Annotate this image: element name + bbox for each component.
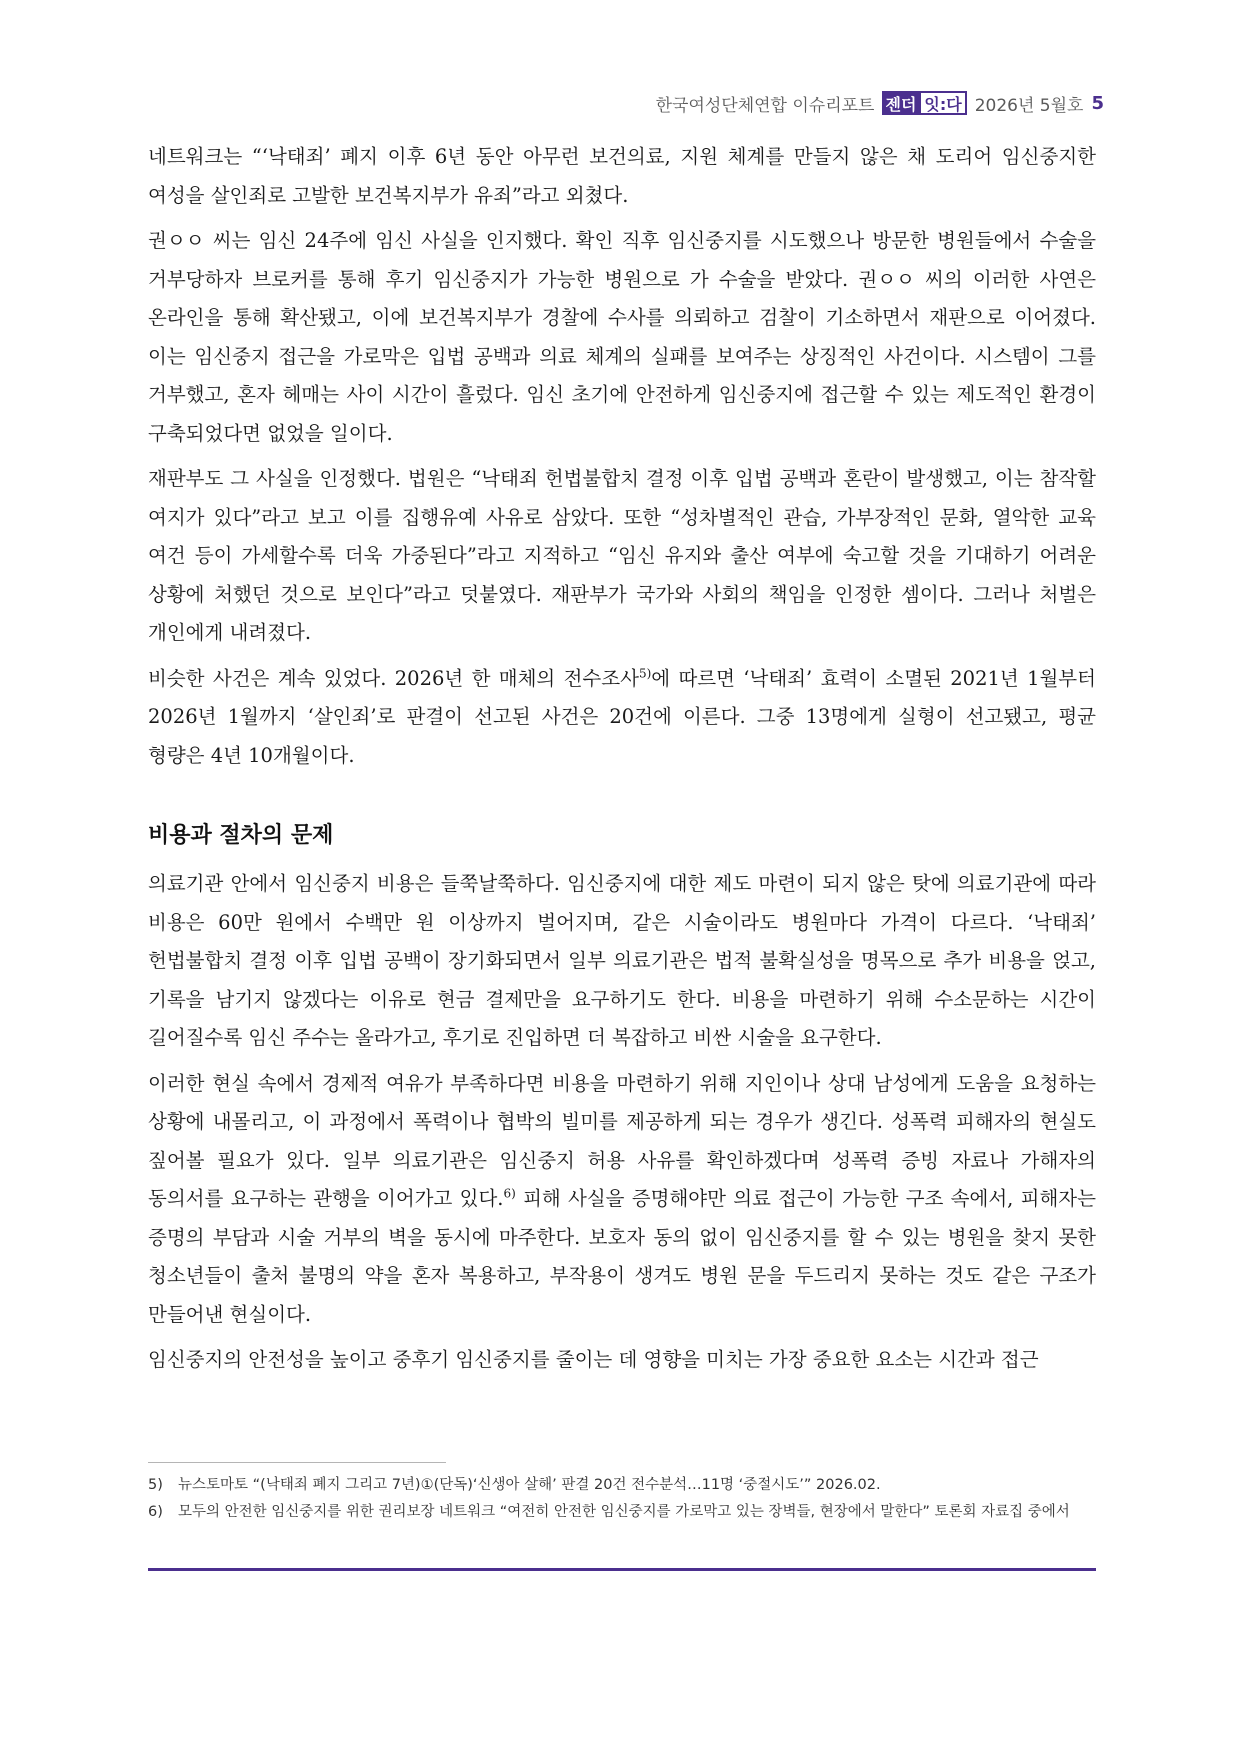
footnote-divider — [148, 1462, 446, 1463]
paragraph-text: 이러한 현실 속에서 경제적 여유가 부족하다면 비용을 마련하기 위해 지인이나 상대 남성에게 도움을 요청하는 상황에 내몰리고, 이 과정에서 폭력이나 협박의 빌미를 제공하게 되는 경우가 생긴다. 성폭력 피해자의 현실도 짚어볼 필요가 있다. 일부 의료기관은 임신중지 허용 사유를 확인하겠다며 성폭력 증빙 자료나 가해자의 동의서를 요구하는 관행을 이어가고 있다. — [148, 1071, 1096, 1210]
brand-logo — [882, 91, 966, 115]
paragraph — [148, 660, 1096, 776]
page-bottom-rule — [148, 1568, 1096, 1571]
paragraph: 재판부도 그 사실을 인정했다. 법원은 “낙태죄 헌법불합치 결정 이후 입법 공백과 혼란이 발생했고, 이는 참작할 여지가 있다”라고 보고 이를 집행유예 사유로 삼았다. 또한 “성차별적인 관습, 가부장적인 문화, 열악한 교육 여건 등이 가세할수록 더욱 가중된다”라고 지적하고 “임신 유지와 출산 여부에 숙고할 것을 기대하기 어려운 상황에 처했던 것으로 보인다”라고 덧붙였다. 재판부가 국가와 사회의 책임을 인정한 셈이다. 그러나 처벌은 개인에게 내려졌다. — [148, 467, 1096, 644]
paragraph-text: 에 따르면 ‘낙태죄’ 효력이 소멸된 2021년 1월부터 2026년 1월까지 ‘살인죄’로 판결이 선고된 사건은 20건에 이른다. 그중 13명에게 실형이 선고됐고, 평균 형량은 4년 10개월이다. — [148, 666, 1096, 767]
section-heading: 비용과 절차의 문제 — [148, 823, 334, 848]
footnotes — [148, 1474, 1096, 1528]
publication-name: 한국여성단체연합 이슈리포트 — [655, 95, 875, 116]
footnote-text: 뉴스토마토 “(낙태죄 폐지 그리고 7년)①(단독)‘신생아 살해’ 판결 20건 전수분석…11명 ‘중절시도’” 2026.02. — [178, 1477, 881, 1493]
paragraph: 의료기관 안에서 임신중지 비용은 들쭉날쭉하다. 임신중지에 대한 제도 마련이 되지 않은 탓에 의료기관에 따라 비용은 60만 원에서 수백만 원 이상까지 벌어지며, 같은 시술이라도 병원마다 가격이 다르다. ‘낙태죄’ 헌법불합치 결정 이후 입법 공백이 장기화되면서 일부 의료기관은 법적 불확실성을 명목으로 추가 비용을 얹고, 기록을 남기지 않겠다는 이유로 현금 결제만을 요구하기도 한다. 비용을 마련하기 위해 수소문하는 시간이 길어질수록 임신 주수는 올라가고, 후기로 진입하면 더 복잡하고 비싼 시술을 요구한다. — [148, 872, 1096, 1049]
page-header — [656, 88, 1104, 118]
brand-logo-part2: 잇:다 — [919, 91, 966, 115]
brand-logo-part1: 젠더 — [882, 91, 919, 115]
footnote-text: 모두의 안전한 임신중지를 위한 권리보장 네트워크 “여전히 안전한 임신중지를 가로막고 있는 장벽들, 현장에서 말한다” 토론회 자료집 중에서 — [178, 1504, 1070, 1520]
paragraph-text: 피해 사실을 증명해야만 의료 접근이 가능한 구조 속에서, 피해자는 증명의 부담과 시술 거부의 벽을 동시에 마주한다. 보호자 동의 없이 임신중지를 할 수 있는 병원을 찾지 못한 청소년들이 출처 불명의 약을 혼자 복용하고, 부작용이 생겨도 병원 문을 두드리지 못하는 것도 같은 구조가 만들어낸 현실이다. — [148, 1187, 1096, 1326]
paragraph: 네트워크는 “‘낙태죄’ 폐지 이후 6년 동안 아무런 보건의료, 지원 체계를 만들지 않은 채 도리어 임신중지한 여성을 살인죄로 고발한 보건복지부가 유죄”라고 외쳤다. — [148, 145, 1096, 207]
footnote-ref-5[interactable]: 5) — [638, 666, 652, 680]
issue-date: 2026년 5월호 — [974, 95, 1084, 116]
footnote-number: 6) — [148, 1504, 163, 1520]
paragraph-text: 비슷한 사건은 계속 있었다. 2026년 한 매체의 전수조사 — [148, 666, 639, 690]
paragraph: 권ㅇㅇ 씨는 임신 24주에 임신 사실을 인지했다. 확인 직후 임신중지를 시도했으나 방문한 병원들에서 수술을 거부당하자 브로커를 통해 후기 임신중지가 가능한 병원으로 가 수술을 받았다. 권ㅇㅇ 씨의 이러한 사연은 온라인을 통해 확산됐고, 이에 보건복지부가 경찰에 수사를 의뢰하고 검찰이 기소하면서 재판으로 이어졌다. 이는 임신중지 접근을 가로막은 입법 공백과 의료 체계의 실패를 보여주는 상징적인 사건이다. 시스템이 그를 거부했고, 혼자 헤매는 사이 시간이 흘렀다. 임신 초기에 안전하게 임신중지에 접근할 수 있는 제도적인 환경이 구축되었다면 없었을 일이다. — [148, 229, 1096, 445]
footnote-number: 5) — [148, 1477, 163, 1493]
paragraph: 임신중지의 안전성을 높이고 중후기 임신중지를 줄이는 데 영향을 미치는 가장 중요한 요소는 시간과 접근 — [148, 1348, 1039, 1371]
article-body — [148, 138, 1096, 1387]
page-number: 5 — [1091, 92, 1104, 114]
footnote — [148, 1501, 1096, 1523]
footnote-ref-6[interactable]: 6) — [503, 1186, 516, 1201]
footnote — [148, 1474, 1096, 1496]
paragraph — [148, 1065, 1096, 1335]
